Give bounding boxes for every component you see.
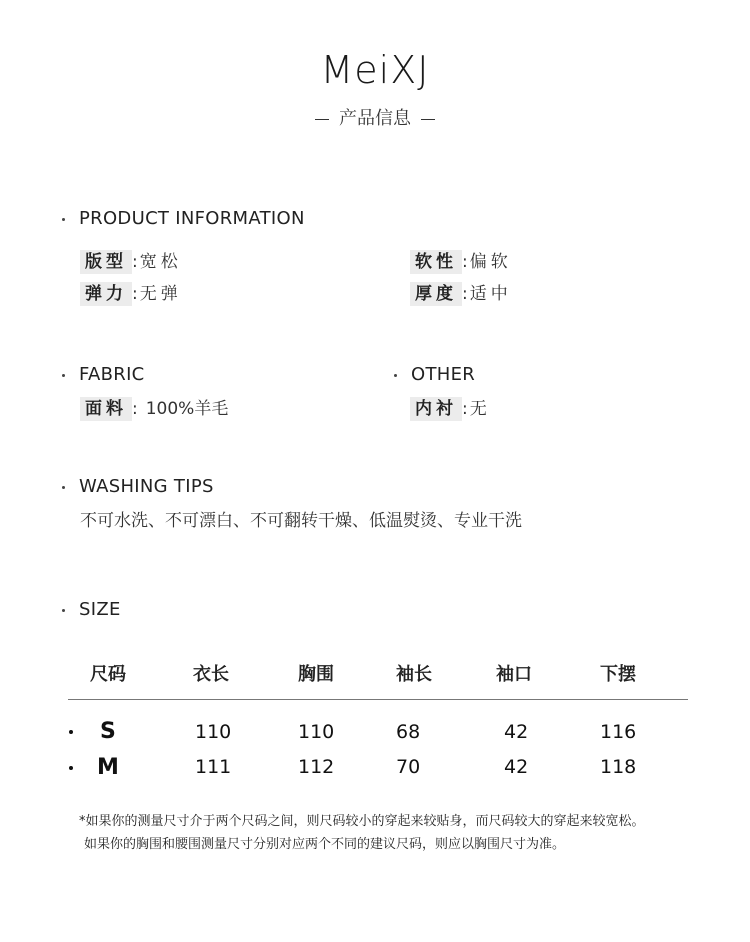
size-col-header: 下摆	[600, 664, 636, 685]
washing-heading-text: WASHING TIPS	[79, 476, 214, 497]
size-heading	[62, 599, 121, 620]
other-heading-text: OTHER	[411, 364, 476, 385]
size-heading-text: SIZE	[79, 599, 121, 620]
table-cell: 118	[600, 756, 637, 778]
size-col-header: 袖长	[396, 664, 432, 685]
table-cell: 110	[298, 721, 335, 743]
attr-label: 软性	[410, 250, 462, 274]
washing-heading	[62, 476, 214, 497]
attr-value: 100%羊毛	[145, 399, 229, 419]
attr-label: 弹力	[80, 282, 132, 306]
attr-value: 宽松	[139, 252, 182, 272]
row-bullet	[69, 766, 73, 770]
size-cell: S	[100, 719, 116, 744]
table-cell: 112	[298, 756, 335, 778]
table-cell: 42	[504, 721, 529, 743]
table-divider	[68, 699, 688, 700]
washing-text: 不可水洗、不可漂白、不可翻转干燥、低温熨烫、专业干洗	[80, 511, 522, 531]
bullet	[62, 486, 65, 489]
fabric-heading-text: FABRIC	[79, 364, 145, 385]
attr-softness: 软性 : 偏软	[410, 247, 512, 272]
attr-value: 无	[469, 399, 491, 419]
table-cell: 70	[396, 756, 421, 778]
attr-thickness: 厚度 : 适中	[410, 279, 512, 304]
right-dash	[421, 119, 435, 120]
table-cell: 116	[600, 721, 637, 743]
size-cell: M	[97, 755, 119, 780]
attr-value: 无弹	[139, 284, 182, 304]
attr-label: 面料	[80, 397, 132, 421]
other-heading	[394, 364, 475, 385]
bullet	[394, 374, 397, 377]
size-col-header: 胸围	[298, 664, 334, 685]
fabric-heading	[62, 364, 145, 385]
bullet	[62, 374, 65, 377]
attr-fabric: 面料 : 100%羊毛	[80, 394, 228, 419]
table-cell: 110	[195, 721, 232, 743]
product-info-heading-text: PRODUCT INFORMATION	[79, 208, 305, 229]
size-col-header: 衣长	[193, 664, 229, 685]
size-note-1: *如果你的测量尺寸介于两个尺码之间，则尺码较小的穿起来较贴身，而尺码较大的穿起来较宽松。	[79, 814, 645, 829]
table-cell: 42	[504, 756, 529, 778]
bullet	[62, 609, 65, 612]
left-dash	[315, 119, 329, 120]
attr-label: 版型	[80, 250, 132, 274]
attr-value: 偏软	[469, 252, 512, 272]
attr-value: 适中	[469, 284, 512, 304]
attr-fit: 版型 : 宽松	[80, 247, 182, 272]
attr-elasticity: 弹力 : 无弹	[80, 279, 182, 304]
table-cell: 111	[195, 756, 232, 778]
table-cell: 68	[396, 721, 421, 743]
size-col-header: 尺码	[90, 664, 126, 685]
brand-title: MeiXJ	[320, 48, 430, 92]
size-note-2: 如果你的胸围和腰围测量尺寸分别对应两个不同的建议尺码，则应以胸围尺寸为准。	[84, 837, 566, 852]
size-col-header: 袖口	[496, 664, 532, 685]
product-info-heading	[62, 208, 305, 229]
attr-label: 厚度	[410, 282, 462, 306]
attr-label: 内衬	[410, 397, 462, 421]
attr-lining: 内衬 : 无	[410, 394, 491, 419]
row-bullet	[69, 730, 73, 734]
subtitle-text: 产品信息	[339, 108, 411, 129]
bullet	[62, 218, 65, 221]
subtitle	[0, 104, 750, 130]
